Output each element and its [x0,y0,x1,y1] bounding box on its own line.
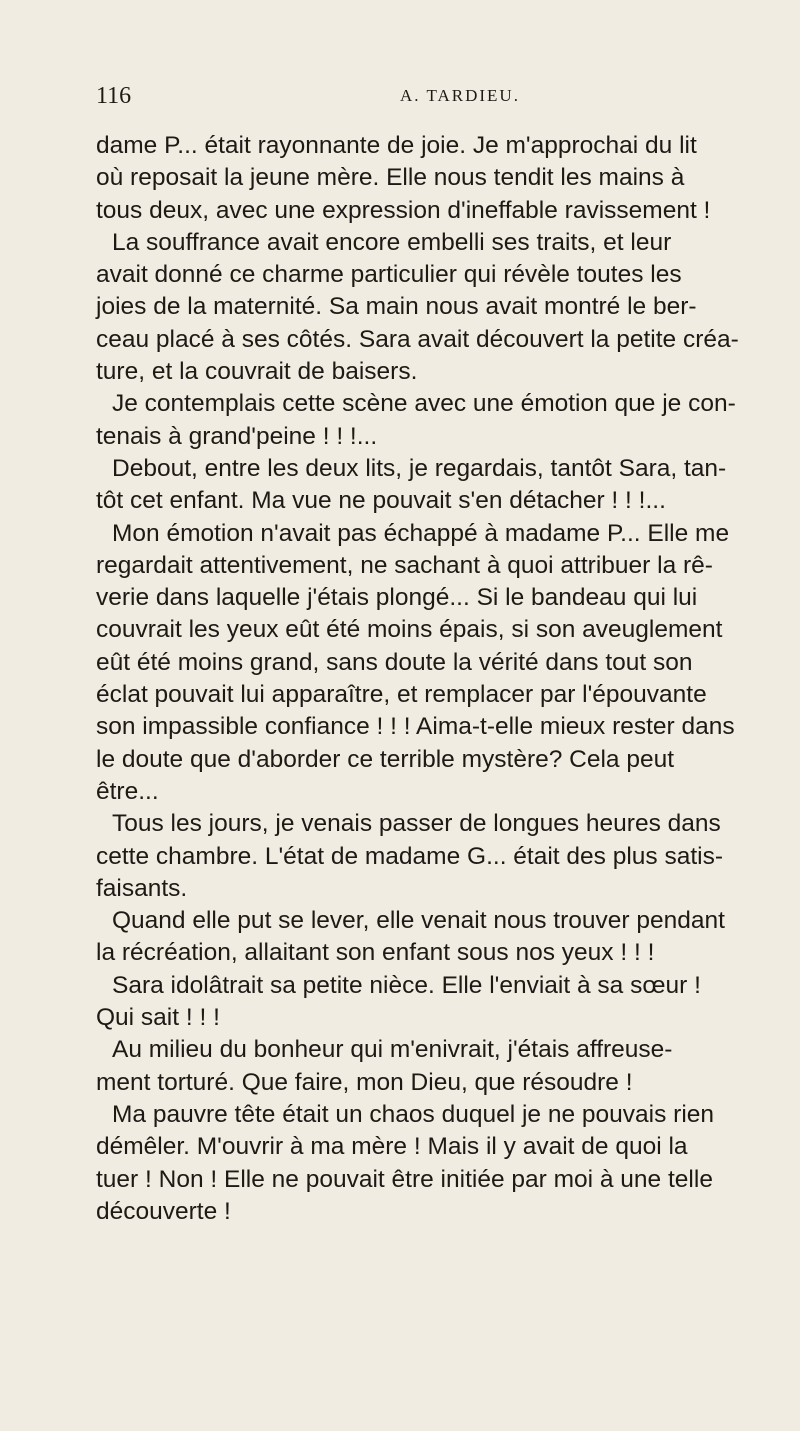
text-line: Au milieu du bonheur qui m'enivrait, j'étais affreuse- [112,1036,673,1064]
paragraph [96,453,742,518]
text-line: dame P... était rayonnante de joie. Je m'approchai du lit [96,132,697,159]
paragraph [96,227,742,388]
text-line: Tous les jours, je venais passer de longues heures dans [112,810,721,838]
paragraph [96,130,742,227]
paragraph [96,970,742,1035]
text-line: regardait attentivement, ne sachant à quoi attribuer la rê- [96,551,713,579]
paragraph [96,1034,742,1099]
text-line: Mon émotion n'avait pas échappé à madame P... Elle me [112,519,730,547]
running-head: A. TARDIEU. [400,86,520,105]
text-line: ture, et la couvrait de baisers. [96,358,418,386]
body-text [96,130,742,1228]
text-line: tuer ! Non ! Elle ne pouvait être initiée par moi à une telle [96,1165,713,1193]
paragraph [96,1099,742,1228]
page-header [96,76,736,116]
text-line: couvrait les yeux eût été moins épais, si son aveuglement [96,616,723,644]
text-line: découverte ! [96,1197,231,1225]
text-line: verie dans laquelle j'étais plongé... Si le bandeau qui lui [96,584,698,612]
text-line: tôt cet enfant. Ma vue ne pouvait s'en détacher ! ! !... [96,487,666,515]
text-line: Debout, entre les deux lits, je regardais, tantôt Sara, tan- [112,454,727,482]
text-line: joies de la maternité. Sa main nous avait montré le ber- [96,293,697,321]
text-line: Je contemplais cette scène avec une émotion que je con- [112,390,736,418]
text-line: tenais à grand'peine ! ! !... [96,422,378,450]
text-line: Qui sait ! ! ! [96,1004,220,1032]
text-line: ceau placé à ses côtés. Sara avait découvert la petite créa- [96,325,739,353]
text-line: Ma pauvre tête était un chaos duquel je ne pouvais rien [112,1100,715,1128]
text-line: ment torturé. Que faire, mon Dieu, que résoudre ! [96,1068,633,1096]
text-line: eût été moins grand, sans doute la vérité dans tout son [96,648,693,676]
text-line: faisants. [96,874,188,902]
text-line: cette chambre. L'état de madame G... était des plus satis- [96,842,724,870]
text-line: Sara idolâtrait sa petite nièce. Elle l'enviait à sa sœur ! [112,971,701,999]
paragraph [96,388,742,453]
text-line: où reposait la jeune mère. Elle nous tendit les mains à [96,164,685,192]
paragraph [96,808,742,905]
text-line: avait donné ce charme particulier qui révèle toutes les [96,261,682,289]
page-number: 116 [96,83,132,109]
paragraph [96,518,742,809]
paragraph [96,905,742,970]
text-line: éclat pouvait lui apparaître, et remplacer par l'épouvante [96,681,707,709]
text-line: son impassible confiance ! ! ! Aima-t-elle mieux rester dans [96,713,735,741]
text-line: démêler. M'ouvrir à ma mère ! Mais il y avait de quoi la [96,1133,688,1161]
text-line: La souffrance avait encore embelli ses traits, et leur [112,228,672,256]
text-line: la récréation, allaitant son enfant sous nos yeux ! ! ! [96,939,655,967]
text-line: Quand elle put se lever, elle venait nous trouver pendant [112,907,725,935]
text-line: le doute que d'aborder ce terrible mystère? Cela peut [96,745,675,773]
text-line: tous deux, avec une expression d'ineffable ravissement ! [96,196,711,224]
text-line: être... [96,777,159,805]
